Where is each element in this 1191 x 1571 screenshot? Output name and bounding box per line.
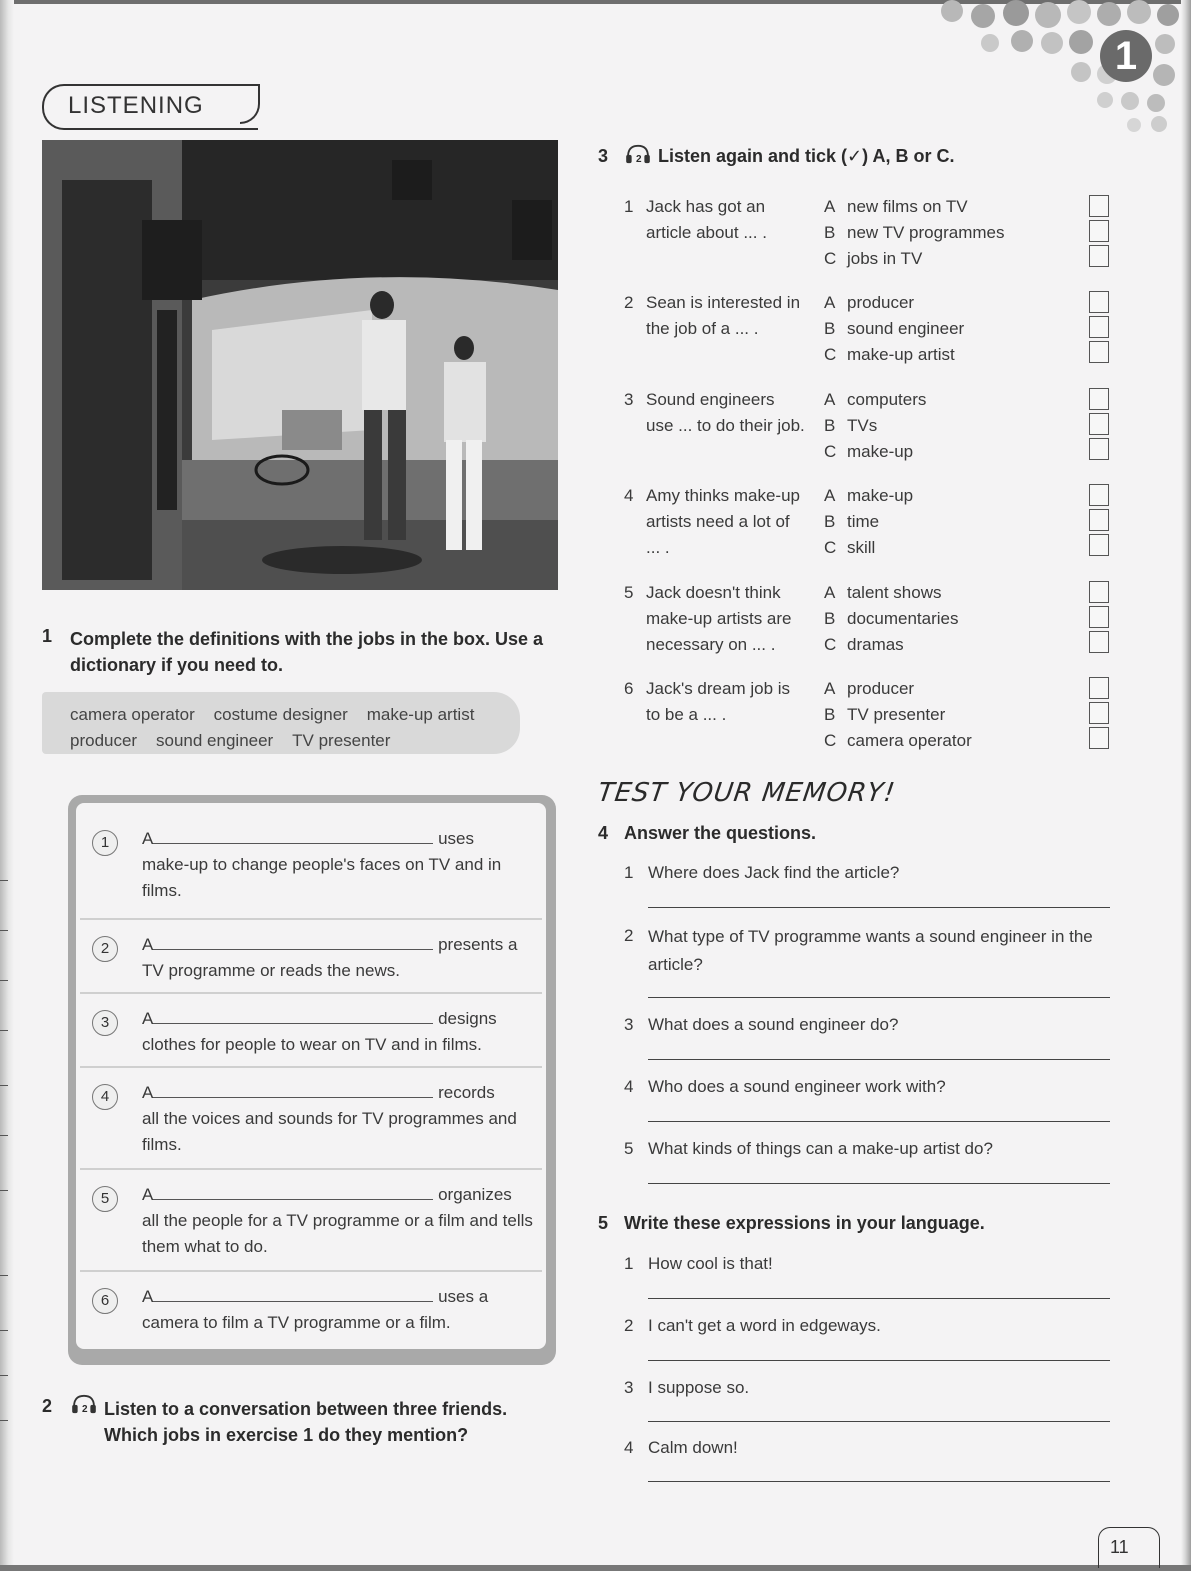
question-number: 4: [624, 1077, 634, 1096]
item-number: 2: [624, 293, 634, 312]
exercise-1-instruction: Complete the definitions with the jobs in the box. Use a dictionary if you need to.: [70, 629, 544, 675]
track-number: 2: [636, 154, 642, 165]
expression-text: I suppose so.: [648, 1378, 750, 1397]
option-text: jobs in TV: [847, 249, 923, 268]
answer-line[interactable]: [648, 907, 1110, 908]
option-letter: C: [824, 249, 837, 268]
definition-row: [80, 920, 542, 994]
exercise-1-number: 1: [42, 626, 53, 646]
option-letter: C: [824, 345, 837, 364]
definition-number: 1: [92, 830, 118, 856]
definition-verb: designs: [438, 1009, 497, 1028]
item-question: Sean is interested in the job of a ... .: [646, 293, 801, 338]
expression-number: 1: [624, 1254, 634, 1273]
answer-line[interactable]: [648, 1481, 1110, 1482]
definition-number: 2: [92, 936, 118, 962]
tick-checkbox[interactable]: [1089, 677, 1109, 699]
definition-blank[interactable]: [153, 1285, 433, 1302]
word-box-item: sound engineer: [156, 731, 274, 750]
definition-text: all the voices and sounds for TV programmes and films.: [142, 1109, 517, 1154]
option-letter: A: [824, 390, 836, 409]
tick-checkbox[interactable]: [1089, 195, 1109, 217]
option-text: make-up: [847, 442, 914, 461]
exercise-2-instruction: Listen to a conversation between three friends. Which jobs in exercise 1 do they mention?: [104, 1399, 508, 1445]
word-box-item: costume designer: [213, 705, 348, 724]
definition-text: camera to film a TV programme or a film.: [142, 1313, 451, 1332]
option-letter: B: [824, 319, 836, 338]
definition-blank[interactable]: [153, 1007, 433, 1024]
word-box-item: make-up artist: [366, 705, 475, 724]
option-text: skill: [847, 538, 876, 557]
definition-text: clothes for people to wear on TV and in films.: [142, 1035, 482, 1054]
answer-line[interactable]: [648, 1121, 1110, 1122]
definition-number: 6: [92, 1288, 118, 1314]
item-question: Amy thinks make-up artists need a lot of ... .: [646, 486, 800, 557]
tick-checkbox[interactable]: [1089, 413, 1109, 435]
option-text: talent shows: [847, 583, 942, 602]
option-text: producer: [847, 679, 915, 698]
tick-checkbox[interactable]: [1089, 509, 1109, 531]
definition-text: all the people for a TV programme or a film and tells them what to do.: [142, 1211, 533, 1256]
option-text: time: [847, 512, 880, 531]
answer-line[interactable]: [648, 997, 1110, 998]
page-right-shadow: [1181, 0, 1191, 1571]
expression-text: Calm down!: [648, 1438, 738, 1457]
word-box-item: TV presenter: [292, 731, 391, 750]
option-text: dramas: [847, 635, 904, 654]
option-letter: B: [824, 512, 836, 531]
expression-number: 3: [624, 1378, 634, 1397]
definition-number: 5: [92, 1186, 118, 1212]
track-number: 2: [82, 1404, 88, 1415]
page-left-shadow: [0, 0, 14, 1571]
option-letter: C: [824, 538, 837, 557]
definition-verb: uses a: [438, 1287, 489, 1306]
option-text: documentaries: [847, 609, 959, 628]
item-question: Jack has got an article about ... .: [646, 197, 767, 242]
option-text: new films on TV: [847, 197, 968, 216]
definition-start: A: [142, 1185, 154, 1204]
tick-checkbox[interactable]: [1089, 388, 1109, 410]
question-text: What type of TV programme wants a sound engineer in the article?: [648, 927, 1093, 974]
option-letter: B: [824, 705, 836, 724]
definition-row: [80, 1170, 542, 1272]
answer-line[interactable]: [648, 1360, 1110, 1361]
definition-number: 4: [92, 1084, 118, 1110]
definition-blank[interactable]: [153, 827, 433, 844]
tick-checkbox[interactable]: [1089, 291, 1109, 313]
item-number: 5: [624, 583, 634, 602]
tick-checkbox[interactable]: [1089, 534, 1109, 556]
definition-row: [80, 1272, 542, 1344]
item-number: 3: [624, 390, 634, 409]
definition-verb: organizes: [438, 1185, 512, 1204]
option-text: computers: [847, 390, 927, 409]
definition-start: A: [142, 829, 154, 848]
option-text: TVs: [847, 416, 878, 435]
definition-row: [80, 818, 542, 920]
expression-text: How cool is that!: [648, 1254, 773, 1273]
exercise-4-number: 4: [598, 823, 609, 843]
section-label: LISTENING: [68, 92, 204, 119]
question-number: 1: [624, 863, 634, 882]
tick-checkbox[interactable]: [1089, 438, 1109, 460]
question-number: 2: [624, 926, 634, 945]
question-number: 5: [624, 1139, 634, 1158]
exercise-5-number: 5: [598, 1213, 609, 1233]
definition-start: A: [142, 1009, 154, 1028]
definition-verb: presents a: [438, 935, 518, 954]
option-letter: A: [824, 197, 836, 216]
item-number: 1: [624, 197, 634, 216]
item-question: Sound engineers use ... to do their job.: [646, 390, 805, 435]
definition-start: A: [142, 1287, 154, 1306]
exercise-4-instruction: Answer the questions.: [624, 823, 817, 843]
definition-text: make-up to change people's faces on TV and in films.: [142, 855, 502, 900]
option-letter: A: [824, 679, 836, 698]
decorative-dots: [921, 0, 1191, 140]
option-text: make-up artist: [847, 345, 955, 364]
word-box-item: producer: [70, 731, 138, 750]
definition-row: [80, 1068, 542, 1170]
item-question: Jack's dream job is to be a ... .: [646, 679, 791, 724]
page-bottom-edge: [0, 1565, 1191, 1571]
option-letter: A: [824, 293, 836, 312]
answer-line[interactable]: [648, 1183, 1110, 1184]
item-number: 6: [624, 679, 634, 698]
option-text: new TV programmes: [847, 223, 1005, 242]
tick-checkbox[interactable]: [1089, 220, 1109, 242]
tick-checkbox[interactable]: [1089, 484, 1109, 506]
item-number: 4: [624, 486, 634, 505]
definition-blank[interactable]: [153, 1081, 433, 1098]
definition-start: A: [142, 1083, 154, 1102]
definition-number: 3: [92, 1010, 118, 1036]
page-number-tab: [1098, 1527, 1160, 1568]
tick-checkbox[interactable]: [1089, 727, 1109, 749]
option-letter: C: [824, 442, 837, 461]
question-text: Where does Jack find the article?: [648, 863, 900, 882]
option-letter: C: [824, 731, 837, 750]
page-number: 11: [1110, 1537, 1129, 1557]
tick-checkbox[interactable]: [1089, 606, 1109, 628]
exercise-3-instruction: Listen again and tick (✓) A, B or C.: [658, 146, 955, 166]
question-text: What kinds of things can a make-up artist do?: [648, 1139, 993, 1158]
answer-line[interactable]: [648, 1421, 1110, 1422]
exercise-5-instruction: Write these expressions in your language.: [624, 1213, 985, 1233]
option-letter: B: [824, 609, 836, 628]
tick-checkbox[interactable]: [1089, 316, 1109, 338]
test-your-memory-title: TEST YOUR MEMORY!: [595, 778, 898, 808]
definition-blank[interactable]: [153, 1183, 433, 1200]
expression-number: 4: [624, 1438, 634, 1457]
item-question: Jack doesn't think make-up artists are necessary on ... .: [646, 583, 792, 654]
question-number: 3: [624, 1015, 634, 1034]
option-text: make-up: [847, 486, 914, 505]
definition-start: A: [142, 935, 154, 954]
option-letter: A: [824, 583, 836, 602]
exercise-3-number: 3: [598, 146, 609, 166]
option-letter: C: [824, 635, 837, 654]
option-letter: B: [824, 416, 836, 435]
definition-text: TV programme or reads the news.: [142, 961, 400, 980]
option-text: camera operator: [847, 731, 972, 750]
tick-checkbox[interactable]: [1089, 245, 1109, 267]
unit-number-badge: 1: [1100, 30, 1152, 82]
word-box-text: [70, 702, 510, 754]
answer-line[interactable]: [648, 1059, 1110, 1060]
question-text: What does a sound engineer do?: [648, 1015, 899, 1034]
option-text: sound engineer: [847, 319, 965, 338]
expression-text: I can't get a word in edgeways.: [648, 1316, 881, 1335]
option-text: TV presenter: [847, 705, 946, 724]
option-text: producer: [847, 293, 915, 312]
exercise-2-number: 2: [42, 1396, 53, 1416]
definition-blank[interactable]: [153, 933, 433, 950]
word-box-item: camera operator: [70, 705, 195, 724]
definition-verb: uses: [438, 829, 474, 848]
option-letter: A: [824, 486, 836, 505]
definition-verb: records: [438, 1083, 495, 1102]
tv-studio-photo: [42, 140, 558, 590]
tick-checkbox[interactable]: [1089, 341, 1109, 363]
definition-row: [80, 994, 542, 1068]
tick-checkbox[interactable]: [1089, 581, 1109, 603]
tick-checkbox[interactable]: [1089, 631, 1109, 653]
expression-number: 2: [624, 1316, 634, 1335]
question-text: Who does a sound engineer work with?: [648, 1077, 946, 1096]
tick-checkbox[interactable]: [1089, 702, 1109, 724]
answer-line[interactable]: [648, 1298, 1110, 1299]
option-letter: B: [824, 223, 836, 242]
